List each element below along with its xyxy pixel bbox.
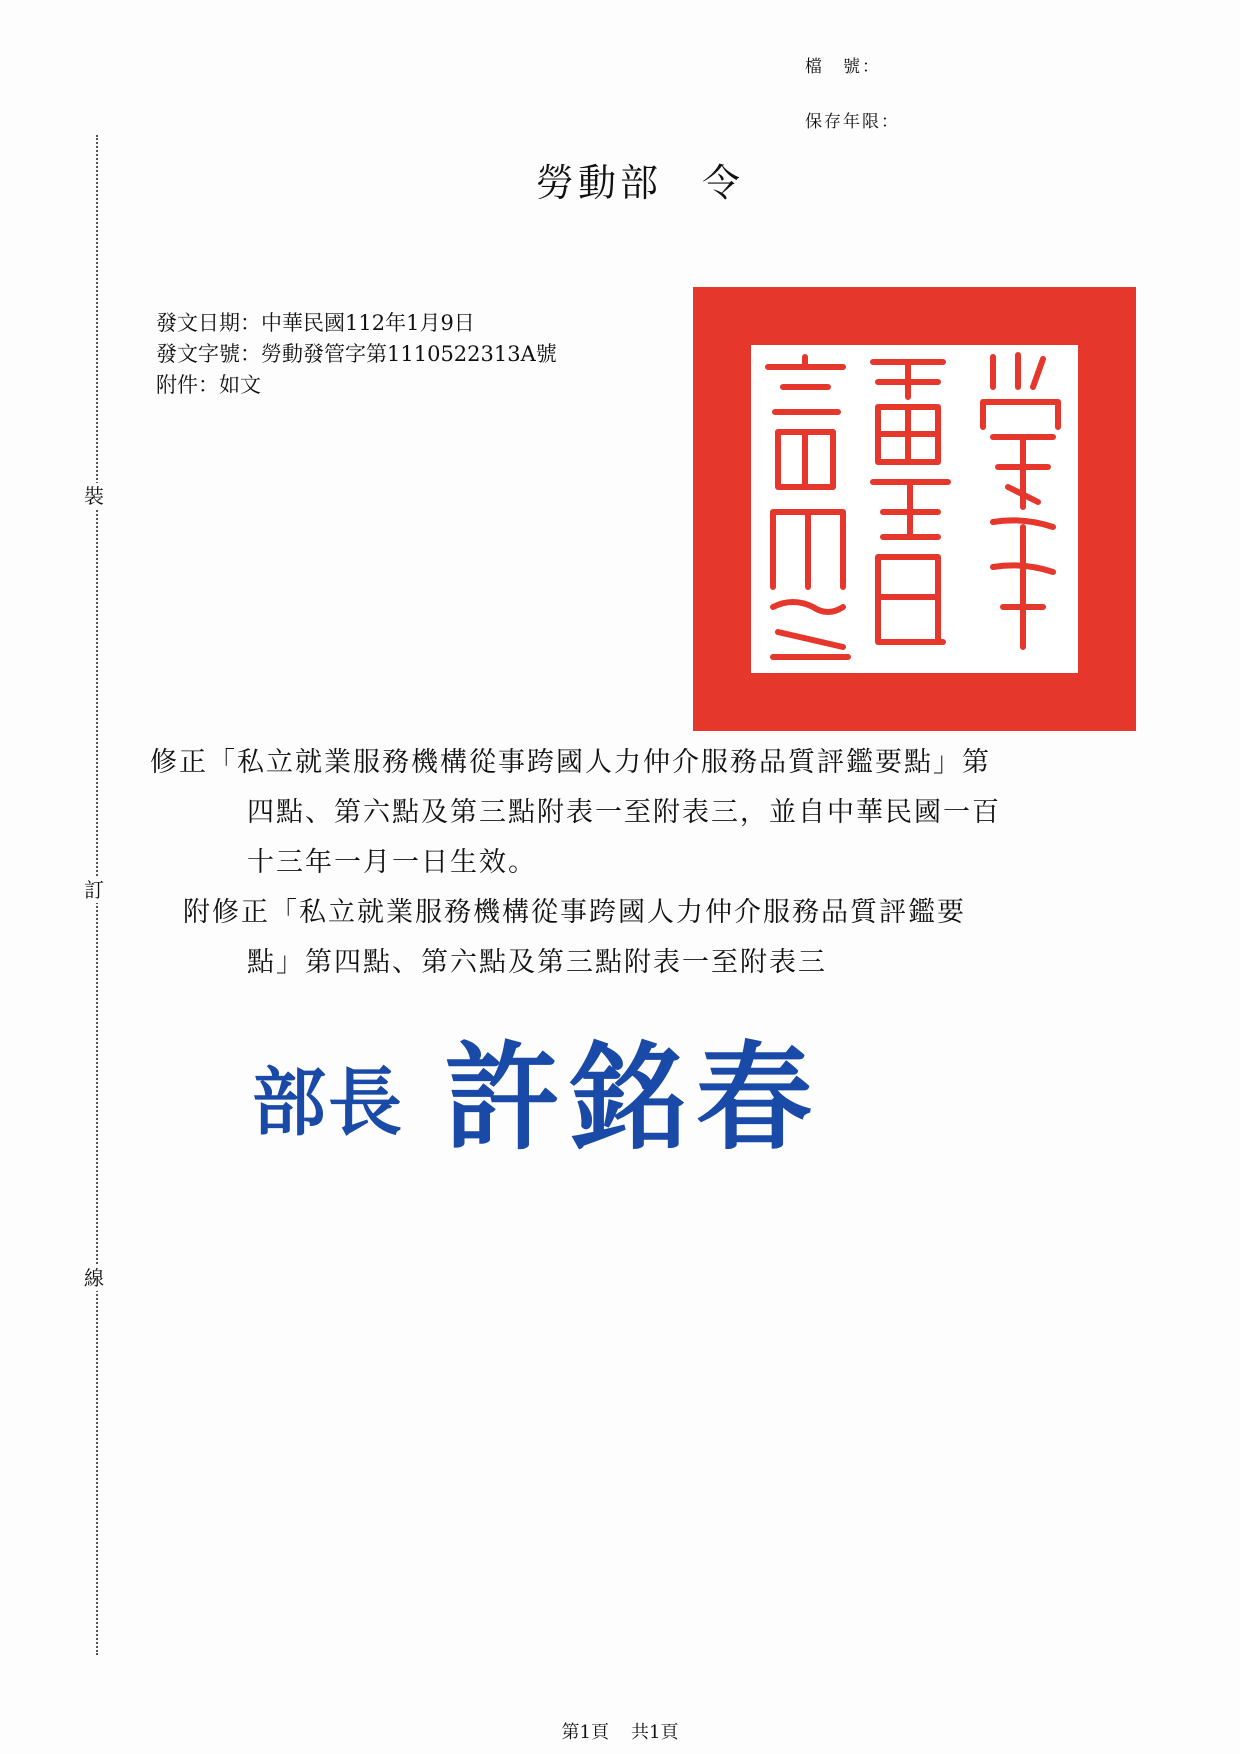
signature-name: 許銘春 [444,1031,822,1166]
document-type: 令 [702,161,745,205]
attached-line-1: 附修正「私立就業服務機構從事跨國人力仲介服務品質評鑑要 [183,897,966,928]
issue-date: 發文日期：中華民國112年1月9日 [156,311,475,335]
minister-signature-stamp [252,1005,822,1172]
binding-char-zhuang: 裝 [84,484,104,508]
page-number: 第1頁 [561,1722,609,1743]
binding-char-xian: 線 [84,1266,104,1290]
official-seal [693,287,1136,731]
document-title [0,152,1240,207]
issue-metadata [156,308,557,401]
retention-period-label: 保存年限： [805,112,900,132]
order-line-1: 修正「私立就業服務機構從事跨國人力仲介服務品質評鑑要點」第 [150,747,991,778]
seal-glyphs [693,287,1136,731]
order-line-2: 四點、第六點及第三點附表一至附表三，並自中華民國一百 [247,797,1001,828]
issue-number: 發文字號：勞動發管字第1110522313A號 [156,342,557,366]
attachment-note: 附件：如文 [156,373,261,397]
signature-title: 部長 [252,1060,404,1146]
issuing-agency: 勞動部 [535,161,662,205]
binding-char-ding: 訂 [84,878,104,902]
file-number-label: 檔 號： [805,57,881,77]
attached-text [183,888,1103,988]
page-footer [0,1718,1240,1744]
page-total: 共1頁 [631,1722,679,1743]
order-text [150,738,1125,888]
attached-line-2: 點」第四點、第六點及第三點附表一至附表三 [247,947,827,978]
order-line-3: 十三年一月一日生效。 [247,847,537,878]
